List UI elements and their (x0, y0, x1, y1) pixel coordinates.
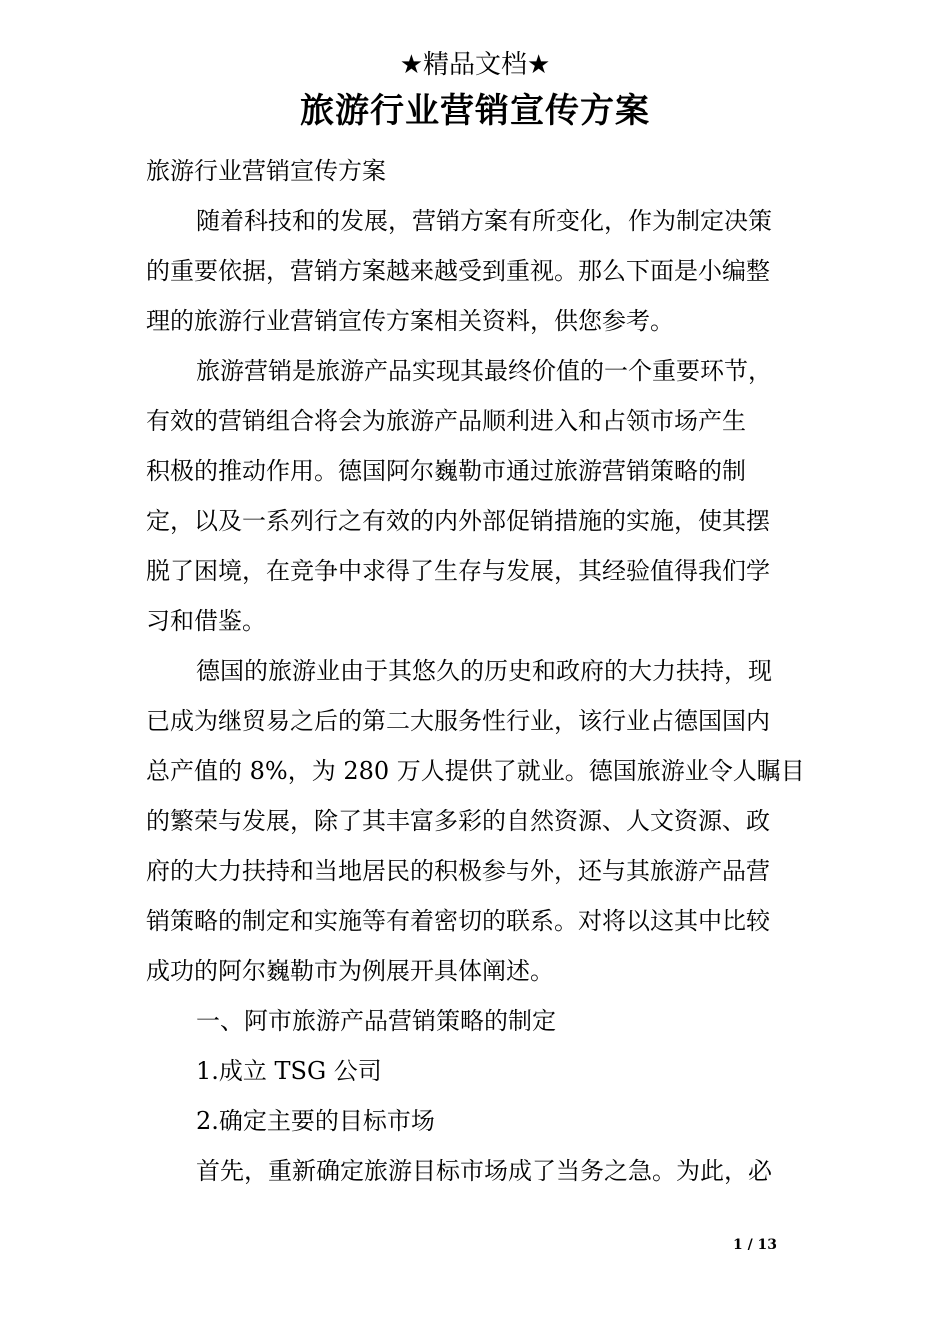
paragraph-line: 理的旅游行业营销宣传方案相关资料，供您参考。 (146, 307, 674, 335)
paragraph-line: 的重要依据，营销方案越来越受到重视。那么下面是小编整 (146, 257, 770, 285)
paragraph-line: 销策略的制定和实施等有着密切的联系。对将以这其中比较 (146, 907, 770, 935)
paragraph-line: 积极的推动作用。德国阿尔巍勒市通过旅游营销策略的制 (146, 457, 746, 485)
paragraph-line: 首先，重新确定旅游目标市场成了当务之急。为此，必 (196, 1157, 772, 1185)
paragraph-line: 有效的营销组合将会为旅游产品顺利进入和占领市场产生 (146, 407, 746, 435)
paragraph-line: 随着科技和的发展，营销方案有所变化，作为制定决策 (196, 207, 772, 235)
paragraph-line: 脱了困境，在竞争中求得了生存与发展，其经验值得我们学 (146, 557, 770, 585)
subtitle-line: 旅游行业营销宣传方案 (146, 157, 386, 185)
document-title: 旅游行业营销宣传方案 (300, 91, 650, 131)
paragraph-line: 已成为继贸易之后的第二大服务性行业，该行业占德国国内 (146, 707, 770, 735)
paragraph-line: 习和借鉴。 (146, 607, 266, 635)
paragraph-line: 总产值的 8%，为 280 万人提供了就业。德国旅游业令人瞩目 (146, 757, 805, 785)
paragraph-line: 定，以及一系列行之有效的内外部促销措施的实施，使其摆 (146, 507, 770, 535)
subsection-heading: 1.成立 TSG 公司 (196, 1057, 382, 1085)
paragraph-line: 德国的旅游业由于其悠久的历史和政府的大力扶持，现 (196, 657, 772, 685)
section-heading: 一、阿市旅游产品营销策略的制定 (196, 1007, 556, 1035)
paragraph-line: 成功的阿尔巍勒市为例展开具体阐述。 (146, 957, 554, 985)
header-mark: ★精品文档★ (399, 50, 551, 80)
document-body (146, 146, 810, 1196)
subsection-heading: 2.确定主要的目标市场 (196, 1107, 435, 1135)
paragraph-line: 府的大力扶持和当地居民的积极参与外，还与其旅游产品营 (146, 857, 770, 885)
paragraph-line: 旅游营销是旅游产品实现其最终价值的一个重要环节， (196, 357, 772, 385)
page-number: 1 / 13 (732, 1237, 778, 1253)
paragraph-line: 的繁荣与发展，除了其丰富多彩的自然资源、人文资源、政 (146, 807, 770, 835)
